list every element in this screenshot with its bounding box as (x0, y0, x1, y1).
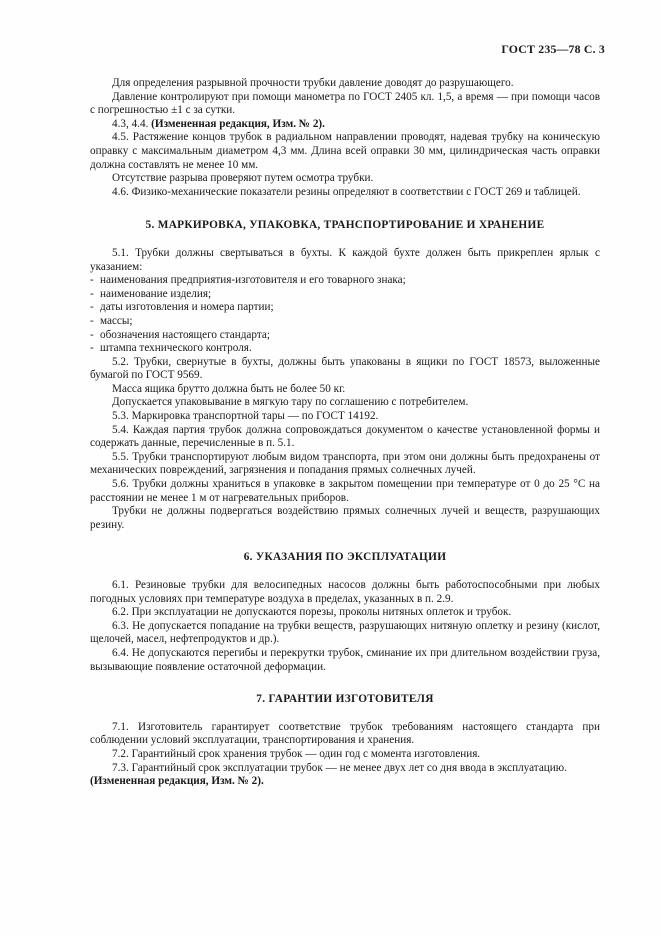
section-title: 7. ГАРАНТИИ ИЗГОТОВИТЕЛЯ (256, 693, 434, 706)
paragraph: 5.4. Каждая партия трубок должна сопровождаться документом о качестве установленной формы и содержать данные, перечисленные в п. 5.1. (90, 423, 600, 450)
paragraph: Отсутствие разрыва проверяют путем осмотра трубки. (112, 172, 374, 185)
section-title: 5. МАРКИРОВКА, УПАКОВКА, ТРАНСПОРТИРОВАНИЕ И ХРАНЕНИЕ (145, 219, 545, 232)
paragraph: Допускается упаковывание в мягкую тару по соглашению с потребителем. (112, 396, 469, 409)
paragraph: 5.1. Трубки должны свертываться в бухты. К каждой бухте должен быть прикреплен ярлык с указанием: (90, 246, 600, 273)
paragraph: Масса ящика брутто должна быть не более 50 кг. (112, 382, 346, 395)
clause-number: 4.3, 4.4. (112, 117, 149, 130)
list-item: - массы; (90, 314, 133, 327)
list-item: - наименование изделия; (90, 287, 212, 300)
list-item: - даты изготовления и номера партии; (90, 301, 274, 314)
paragraph: 7.3. Гарантийный срок эксплуатации трубок — не менее двух лет со дня ввода в эксплуатацию. (112, 761, 567, 774)
list-item: - обозначения настоящего стандарта; (90, 328, 270, 341)
paragraph (90, 118, 600, 132)
paragraph: 4.6. Физико-механические показатели резины определяют в соответствии с ГОСТ 269 и таблицей. (112, 185, 581, 198)
paragraph: 5.5. Трубки транспортируют любым видом транспорта, при этом они должны быть предохранены от механических повреждений, загрязнения и попадания прямых солнечных лучей. (90, 450, 600, 477)
paragraph: Для определения разрывной прочности трубки давление доводят до разрушающего. (112, 77, 514, 89)
list-item: - наименования предприятия-изготовителя и его товарного знака; (90, 274, 406, 287)
paragraph: 6.1. Резиновые трубки для велосипедных насосов должны быть работоспособными при любых погодных условиях при температуре воздуха в пределах, указанных в п. 2.9. (90, 579, 600, 605)
page-header: ГОСТ 235—78 С. 3 (501, 42, 605, 56)
paragraph: 4.5. Растяжение концов трубок в радиальном направлении проводят, надевая трубку на коническую оправку с максимальным диаметром 4,3 мм. Длина всей оправки 30 мм, цилиндрическая часть оправки должна составлять не менее 10 мм. (90, 131, 600, 171)
paragraph: 7.2. Гарантийный срок хранения трубок — один год с момента изготовления. (112, 747, 481, 760)
page-content (90, 77, 600, 789)
paragraph: 5.2. Трубки, свернутые в бухты, должны быть упакованы в ящики по ГОСТ 18573, выложенные бумагой по ГОСТ 9569. (90, 355, 600, 382)
paragraph: 5.3. Маркировка транспортной тары — по ГОСТ 14192. (112, 410, 379, 423)
paragraph: 6.2. При эксплуатации не допускаются порезы, проколы нитяных оплеток и трубок. (112, 606, 512, 619)
paragraph: 5.6. Трубки должны храниться в упаковке в закрытом помещении при температуре от 0 до 25 °С на расстоянии не менее 1 м от нагревательных приборов. (90, 478, 600, 504)
amendment-note: (Измененная редакция, Изм. № 2). (90, 775, 264, 788)
paragraph: 6.3. Не допускается попадание на трубки веществ, разрушающих нитяную оплетку и резину (кислот, щелочей, масел, нефтепродуктов и др.). (90, 619, 600, 646)
amendment-note: (Измененная редакция, Изм. № 2). (151, 117, 325, 130)
section-title: 6. УКАЗАНИЯ ПО ЭКСПЛУАТАЦИИ (243, 551, 447, 564)
paragraph: 6.4. Не допускаются перегибы и перекрутки трубок, сминание их при длительном воздействии груза, вызывающие появление остаточной деформации. (90, 646, 600, 673)
list-item: - штампа технического контроля. (90, 342, 252, 355)
paragraph: Давление контролируют при помощи манометра по ГОСТ 2405 кл. 1,5, а время — при помощи часов с погрешностью ±1 с за сутки. (90, 90, 600, 117)
paragraph: Трубки не должны подвергаться воздействию прямых солнечных лучей и веществ, разрушающих резину. (90, 505, 600, 531)
label-items-list (90, 274, 600, 356)
paragraph: 7.1. Изготовитель гарантирует соответствие трубок требованиям настоящего стандарта при соблюдении условий эксплуатации, транспортирования и хранения. (90, 720, 600, 747)
